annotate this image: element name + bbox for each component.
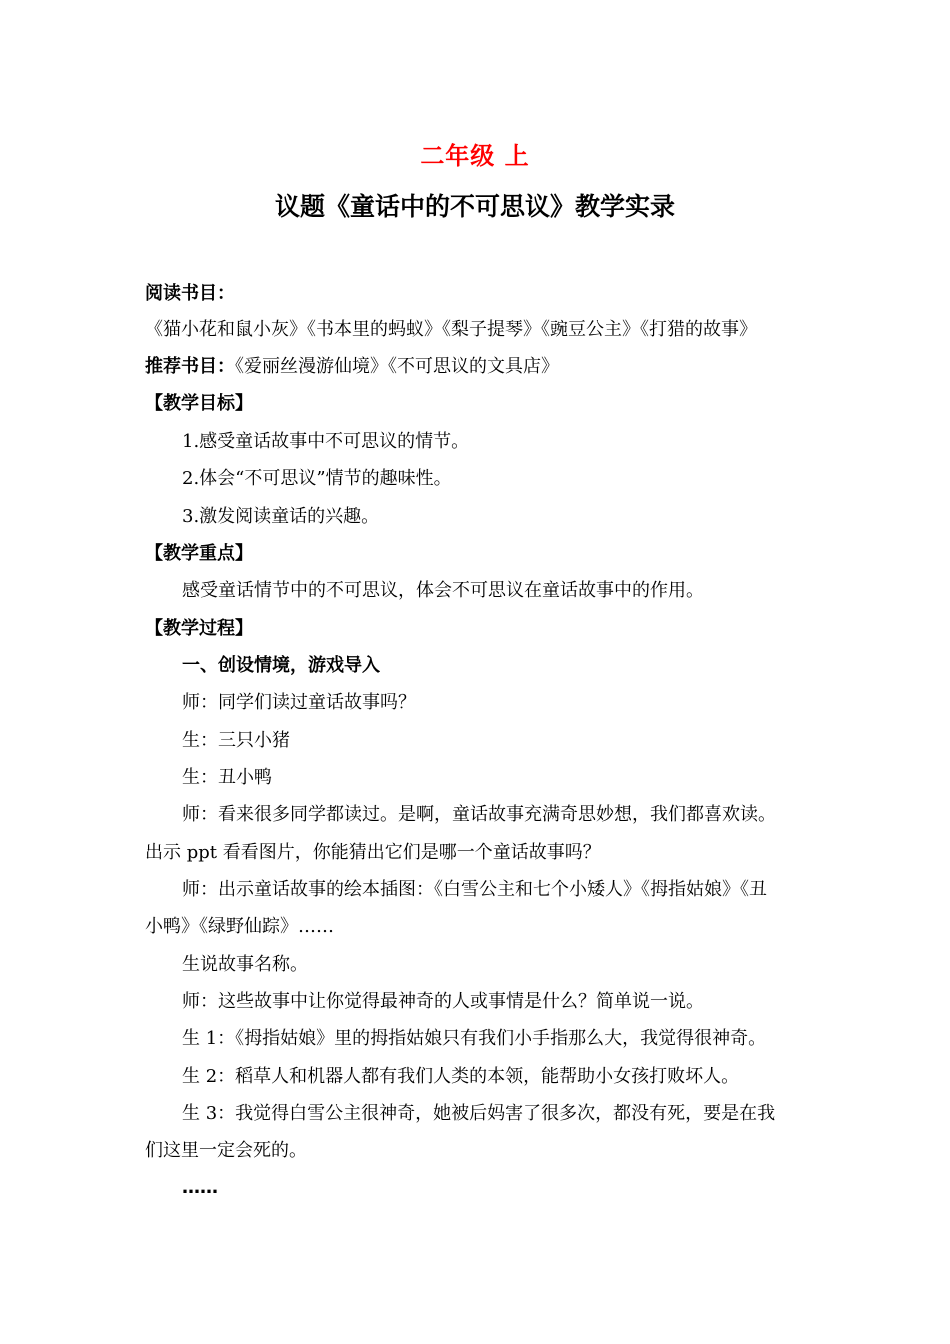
- recommend-label: 推荐书目：: [145, 356, 235, 377]
- recommend-books: 《爱丽丝漫游仙境》《不可思议的文具店》: [235, 356, 559, 377]
- dialogue-line: 师：出示童话故事的绘本插图：《白雪公主和七个小矮人》《拇指姑娘》《丑: [182, 879, 767, 900]
- dialogue-line: 师：看来很多同学都读过。是啊，童话故事充满奇思妙想，我们都喜欢读。: [182, 804, 776, 825]
- dialogue-line: 们这里一定会死的。: [145, 1140, 307, 1161]
- goal-item: 1.感受童话故事中不可思议的情节。: [182, 431, 470, 452]
- ellipsis-line: ……: [182, 1177, 218, 1198]
- document-title: 议题《童话中的不可思议》教学实录: [274, 192, 675, 221]
- dialogue-line: 生 2：稻草人和机器人都有我们人类的本领，能帮助小女孩打败坏人。: [182, 1066, 740, 1087]
- grade-heading: 二年级 上: [420, 142, 530, 170]
- dialogue-line: 师：这些故事中让你觉得最神奇的人或事情是什么？简单说一说。: [182, 991, 704, 1012]
- dialogue-line: 生 1：《拇指姑娘》里的拇指姑娘只有我们小手指那么大，我觉得很神奇。: [182, 1028, 767, 1049]
- dialogue-line: 小鸭》《绿野仙踪》……: [145, 916, 334, 937]
- dialogue-line: 生说故事名称。: [182, 954, 308, 975]
- focus-heading: 【教学重点】: [145, 543, 253, 564]
- goal-item: 2.体会“不可思议”情节的趣味性。: [182, 468, 452, 489]
- dialogue-line: 生：丑小鸭: [182, 767, 272, 788]
- goal-item: 3.激发阅读童话的兴趣。: [182, 506, 380, 527]
- goals-heading: 【教学目标】: [145, 393, 253, 414]
- recommend-line: [145, 355, 559, 379]
- reading-list-label: 阅读书目：: [145, 283, 235, 304]
- dialogue-line: 生：三只小猪: [182, 730, 290, 751]
- section-heading: 一、创设情境，游戏导入: [182, 655, 380, 676]
- focus-text: 感受童话情节中的不可思议，体会不可思议在童话故事中的作用。: [182, 580, 704, 601]
- dialogue-line: 出示 ppt 看看图片，你能猜出它们是哪一个童话故事吗？: [145, 842, 601, 863]
- process-heading: 【教学过程】: [145, 618, 253, 639]
- dialogue-line: 生 3：我觉得白雪公主很神奇，她被后妈害了很多次，都没有死，要是在我: [182, 1103, 776, 1124]
- dialogue-line: 师：同学们读过童话故事吗？: [182, 692, 416, 713]
- reading-list-books: 《猫小花和鼠小灰》《书本里的蚂蚁》《梨子提琴》《豌豆公主》《打猎的故事》: [145, 319, 757, 340]
